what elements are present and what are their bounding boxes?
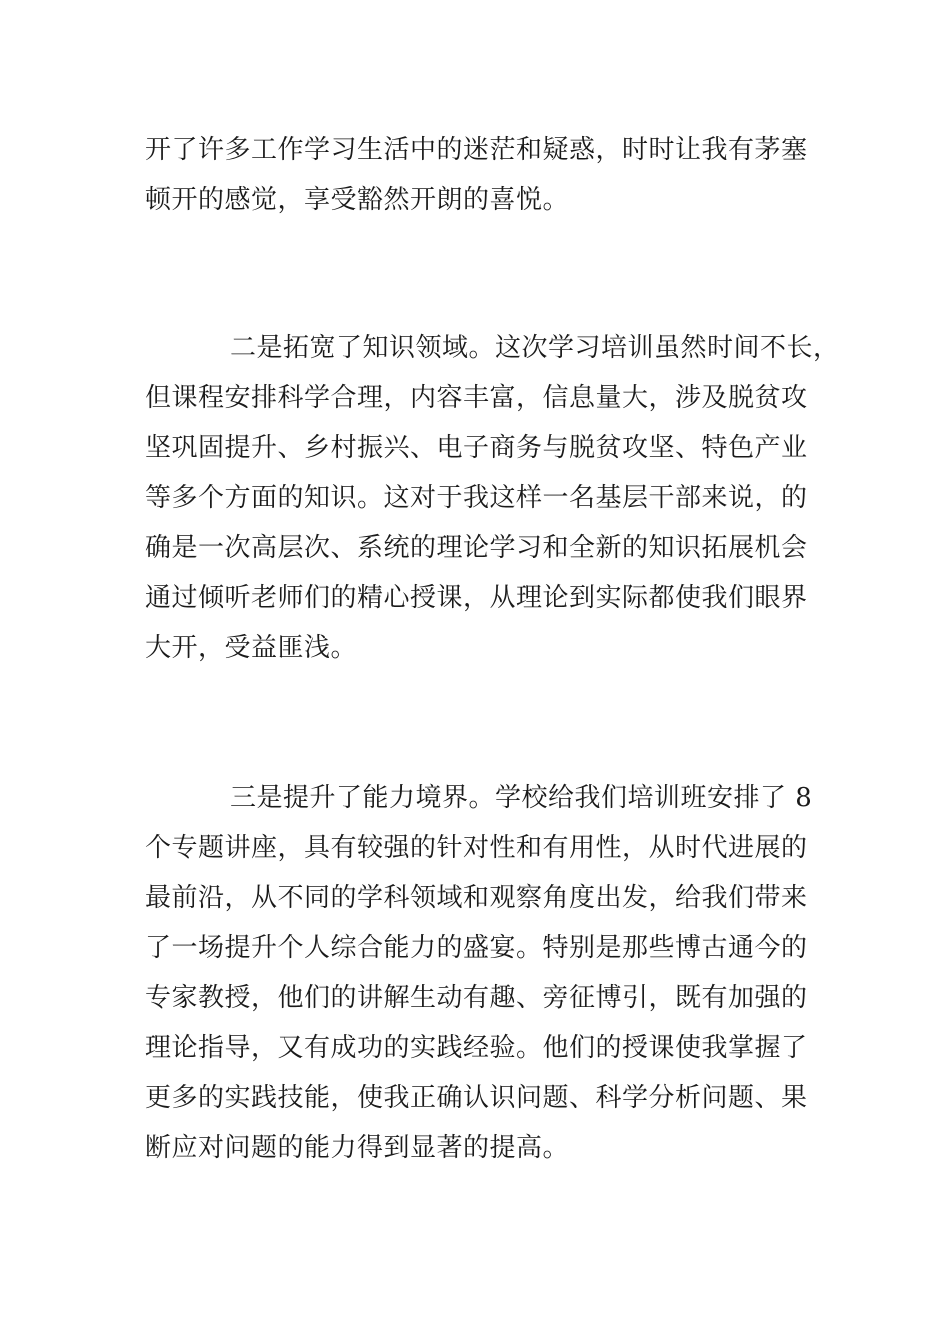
paragraph-1-line-2: 顿开的感觉，享受豁然开朗的喜悦。	[145, 185, 570, 215]
paragraph-3-line-5: 专家教授，他们的讲解生动有趣、旁征博引，既有加强的	[145, 983, 808, 1013]
paragraph-3-line-3: 最前沿，从不同的学科领域和观察角度出发，给我们带来	[145, 883, 808, 913]
paragraph-2-line-2: 但课程安排科学合理，内容丰富，信息量大，涉及脱贫攻	[145, 383, 808, 413]
paragraph-3-line-2: 个专题讲座，具有较强的针对性和有用性，从时代进展的	[145, 833, 808, 863]
paragraph-2-line-3: 坚巩固提升、乡村振兴、电子商务与脱贫攻坚、特色产业	[145, 433, 808, 463]
paragraph-2-line-1: 二是拓宽了知识领域。这次学习培训虽然时间不长，	[230, 333, 840, 363]
paragraph-3-line-4: 了一场提升个人综合能力的盛宴。特别是那些博古通今的	[145, 933, 808, 963]
paragraph-3-line-7: 更多的实践技能，使我正确认识问题、科学分析问题、果	[145, 1083, 808, 1113]
paragraph-3-line-1: 三是提升了能力境界。学校给我们培训班安排了 8	[230, 783, 813, 813]
paragraph-3-line-8: 断应对问题的能力得到显著的提高。	[145, 1133, 570, 1163]
paragraph-2-line-6: 通过倾听老师们的精心授课，从理论到实际都使我们眼界	[145, 583, 808, 613]
paragraph-2-line-4: 等多个方面的知识。这对于我这样一名基层干部来说，的	[145, 483, 808, 513]
paragraph-3-line-6: 理论指导，又有成功的实践经验。他们的授课使我掌握了	[145, 1033, 808, 1063]
paragraph-1-line-1: 开了许多工作学习生活中的迷茫和疑惑，时时让我有茅塞	[145, 135, 808, 165]
paragraph-2-line-7: 大开，受益匪浅。	[145, 633, 358, 663]
paragraph-2-line-5: 确是一次高层次、系统的理论学习和全新的知识拓展机会	[145, 533, 808, 563]
